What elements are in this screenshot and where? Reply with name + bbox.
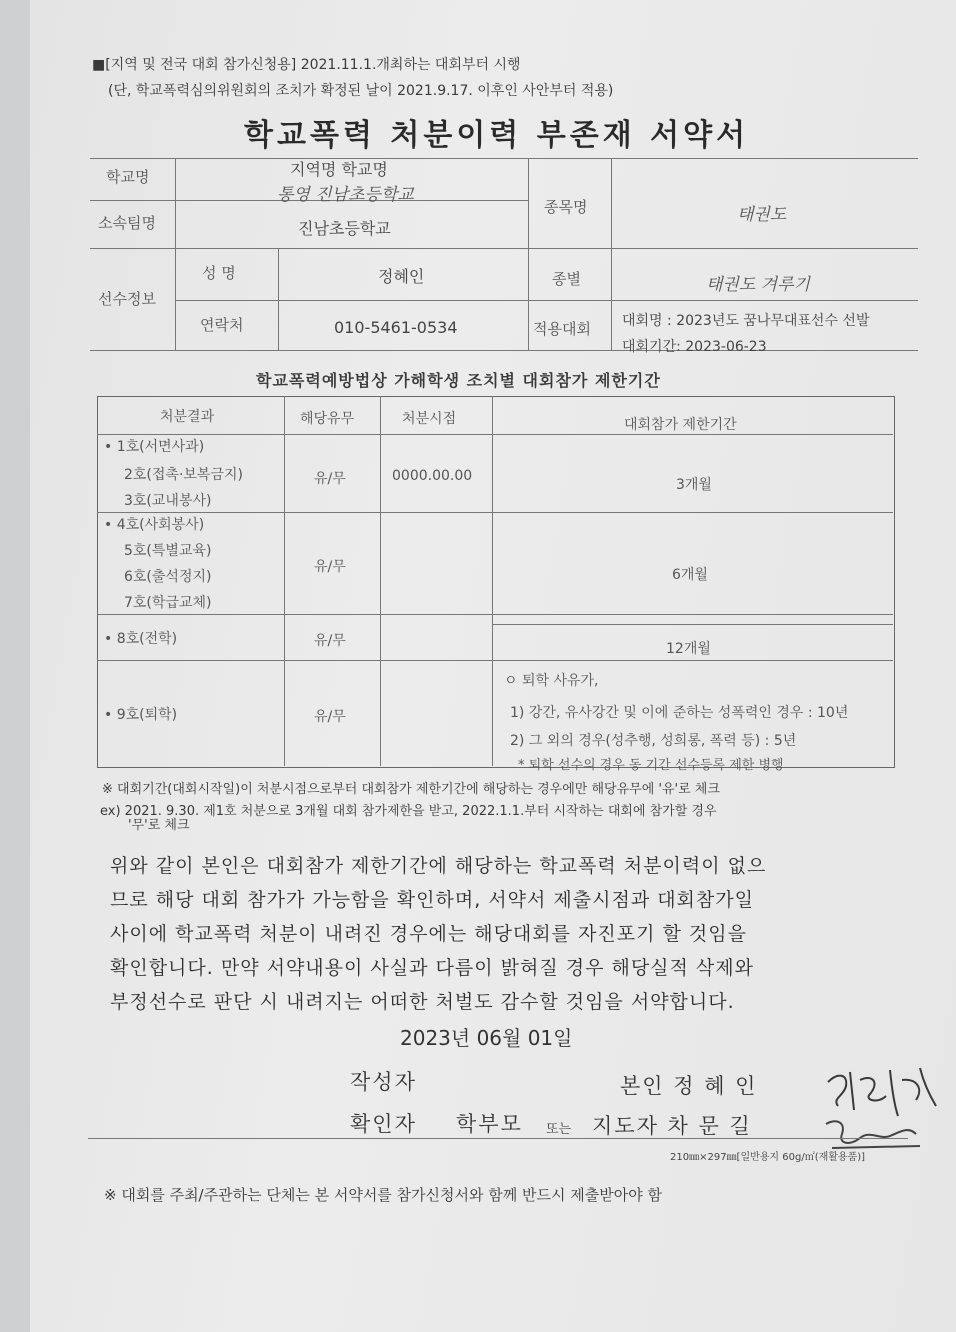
item-4: • 4호(사회봉사) [104, 517, 205, 533]
group3-period: 12개월 [666, 641, 711, 657]
item-2: 2호(접촉·보복금지) [124, 467, 243, 483]
group3-yn: 유/무 [314, 633, 346, 649]
handwritten-signature [820, 1060, 946, 1156]
pledge-line-2: 므로 해당 대회 참가가 가능함을 확인하며, 서약서 제출시점과 대회참가일 [110, 889, 754, 911]
expulsion-note-2: 2) 그 외의 경우(성추행, 성희롱, 폭력 등) : 5년 [510, 733, 797, 749]
item-6: 6호(출석정지) [124, 569, 212, 585]
confirm-label: 확인자 [350, 1112, 417, 1136]
table-note-2: ex) 2021. 9.30. 제1호 처분으로 3개월 대회 참가제한을 받고, 2022.1.1.부터 시작하는 대회에 참가할 경우 [100, 804, 717, 819]
item-7: 7호(학급교체) [124, 595, 212, 611]
pledge-line-3: 사이에 학교폭력 처분이 내려진 경우에는 해당대회를 자진포기 할 것임을 [110, 923, 747, 945]
page-title: 학교폭력 처분이력 부존재 서약서 [244, 118, 750, 153]
item-9: • 9호(퇴학) [104, 707, 178, 723]
parent-label: 학부모 [456, 1112, 523, 1136]
item-3: 3호(교내봉사) [124, 493, 212, 509]
school-label: 학교명 [106, 168, 150, 186]
table-note-3: '무'로 체크 [128, 818, 190, 833]
contact-label: 연락처 [200, 316, 244, 334]
restriction-title: 학교폭력예방법상 가해학생 조치별 대회참가 제한기간 [256, 371, 661, 390]
name-label: 성 명 [202, 264, 236, 282]
pledge-line-5: 부정선수로 판단 시 내려지는 어떠한 처벌도 감수할 것임을 서약합니다. [110, 991, 735, 1013]
group2-period: 6개월 [672, 567, 708, 583]
expulsion-note-1: 1) 강간, 유사강간 및 이에 준하는 성폭력인 경우 : 10년 [510, 705, 849, 721]
competition-name: 대회명 : 2023년도 꿈나무대표선수 선발 [622, 313, 870, 329]
school-header: 지역명 학교명 [290, 160, 388, 179]
footer-note: ※ 대회를 주최/주관하는 단체는 본 서약서를 참가신청서와 함께 반드시 제출받아야 함 [104, 1186, 662, 1204]
table-note-1: ※ 대회기간(대회시작일)이 처분시점으로부터 대회참가 제한기간에 해당하는 경우에만 해당유무에 '유'로 체크 [102, 782, 720, 797]
competition-label: 적용대회 [533, 320, 591, 338]
expulsion-note-title: ㅇ 퇴학 사유가, [504, 673, 599, 689]
header-applicable: 해당유무 [300, 411, 355, 427]
or-label: 또는 [546, 1122, 572, 1137]
header-line-2: (단, 학교폭력심의위원회의 조치가 확정된 날이 2021.9.17. 이후인 사안부터 적용) [108, 83, 614, 99]
writer-value: 본인 정 혜 인 [620, 1074, 758, 1098]
header-date: 처분시점 [402, 411, 457, 427]
writer-label: 작성자 [350, 1070, 417, 1094]
player-label: 선수정보 [98, 290, 156, 308]
category-label: 종별 [552, 270, 581, 288]
pledge-date: 2023년 06월 01일 [400, 1026, 573, 1050]
item-8: • 8호(전학) [104, 631, 178, 647]
pledge-line-4: 확인합니다. 만약 서약내용이 사실과 다름이 밝혀질 경우 해당실적 삭제와 [110, 957, 754, 979]
expulsion-note-3: * 퇴학 선수의 경우 동 기간 선수등록 제한 병행 [518, 758, 784, 773]
contact-value: 010-5461-0534 [334, 318, 458, 337]
name-value: 정혜인 [378, 267, 425, 286]
confirm-value: 지도자 차 문 길 [592, 1114, 752, 1138]
competition-date: 대회기간: 2023-06-23 [622, 339, 767, 355]
group1-yn: 유/무 [314, 471, 346, 487]
paper-spec: 210㎜×297㎜[일반용지 60g/㎡(재활용품)] [670, 1152, 866, 1163]
event-value: 태권도 [737, 205, 787, 225]
header-line-1: ■[지역 및 전국 대회 참가신청용] 2021.11.1.개최하는 대회부터 시행 [92, 57, 521, 73]
group1-date: 0000.00.00 [392, 468, 473, 484]
event-label: 종목명 [544, 198, 588, 216]
team-value: 진남초등학교 [298, 219, 391, 238]
group2-yn: 유/무 [314, 559, 346, 575]
group1-period: 3개월 [676, 477, 712, 493]
item-5: 5호(특별교육) [124, 543, 212, 559]
header-period: 대회참가 제한기간 [624, 417, 737, 433]
group4-yn: 유/무 [314, 709, 346, 725]
team-label: 소속팀명 [98, 214, 156, 232]
header-result: 처분결과 [160, 409, 215, 425]
category-value: 태권도 겨루기 [706, 275, 810, 295]
pledge-line-1: 위와 같이 본인은 대회참가 제한기간에 해당하는 학교폭력 처분이력이 없으 [110, 855, 767, 877]
school-value: 통영 진남초등학교 [277, 185, 414, 205]
item-1: • 1호(서면사과) [104, 439, 205, 455]
